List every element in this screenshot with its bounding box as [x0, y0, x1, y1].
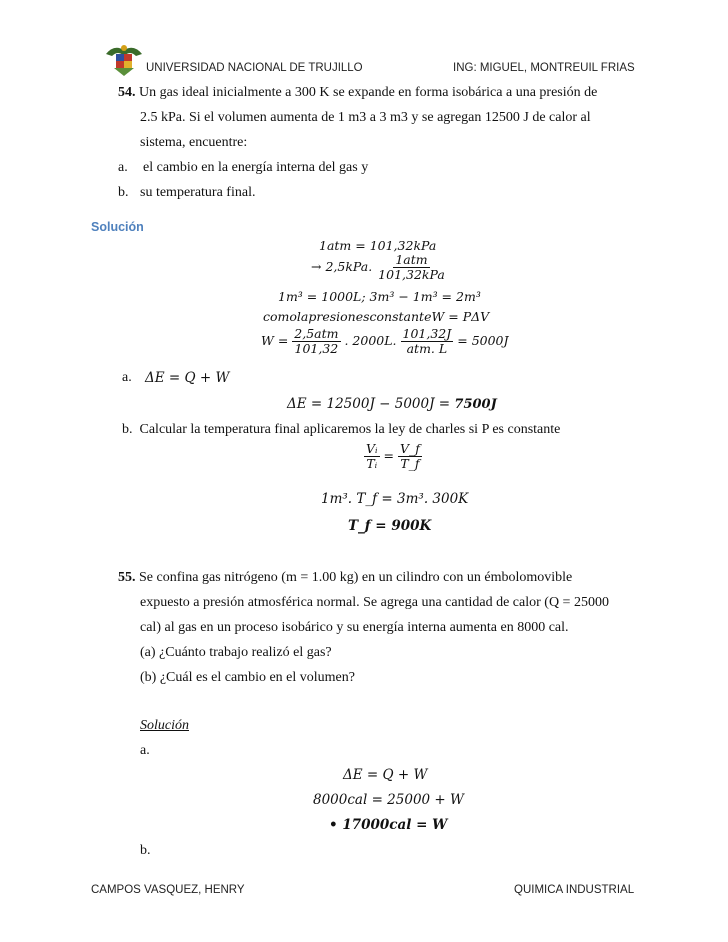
- eq-work-frac1: [292, 327, 340, 356]
- university-logo: [104, 42, 144, 78]
- problem-54-number: 54.: [118, 85, 136, 100]
- eq-charles: [364, 442, 422, 471]
- problem-54-b-label: b.: [118, 185, 129, 200]
- eq-work-num1: 2,5atm: [294, 326, 339, 341]
- eq-work-def: comolapresionesconstanteW = PΔV: [263, 309, 490, 324]
- eq-work-num2: 101,32J: [402, 326, 452, 341]
- problem-55-number: 55.: [118, 570, 136, 585]
- eq-tf-result: T_f = 900K: [348, 518, 432, 534]
- problem-54-b-text: su temperatura final.: [140, 185, 256, 200]
- problem-54-text1: Un gas ideal inicialmente a 300 K se expande en forma isobárica a una presión de: [139, 85, 598, 100]
- solution-55-a-label: a.: [140, 743, 150, 758]
- charles-num1: Vᵢ: [366, 441, 378, 456]
- eq55-result: • 17000cal = W: [329, 817, 448, 833]
- problem-54-a-text: el cambio en la energía interna del gas y: [143, 160, 369, 175]
- eq-work-post: = 5000J: [457, 333, 509, 348]
- solution-b-text: Calcular la temperatura final aplicaremos la ley de charles si P es constante: [139, 422, 561, 437]
- problem-54-a-label: a.: [118, 160, 128, 175]
- solution-b-line: [122, 422, 560, 438]
- header-university: UNIVERSIDAD NACIONAL DE TRUJILLO: [146, 62, 363, 74]
- solution-b-label: b.: [122, 422, 133, 437]
- charles-den1: Tᵢ: [366, 456, 378, 471]
- eq-conversion-pre: → 2,5kPa.: [311, 259, 373, 274]
- eq55-substitution: 8000cal = 25000 + W: [313, 792, 464, 808]
- solution-a-eq: ΔE = Q + W: [145, 370, 230, 386]
- eq-atm-kpa: 1atm = 101,32kPa: [319, 238, 437, 253]
- eq-tf: 1m³. T_f = 3m³. 300K: [321, 491, 469, 507]
- footer-author: CAMPOS VASQUEZ, HENRY: [91, 884, 245, 896]
- solution-a-result: [287, 396, 497, 412]
- eq-work-frac2: [401, 327, 454, 356]
- solution-title-54: Solución: [91, 220, 144, 234]
- solution-a-result-bold: 7500J: [454, 397, 497, 412]
- eq-work-pre: W =: [261, 333, 289, 348]
- problem-54-line2: 2.5 kPa. Si el volumen aumenta de 1 m3 a 3 m3 y se agregan 12500 J de calor al: [140, 110, 591, 125]
- problem-54-line3: sistema, encuentre:: [140, 135, 248, 150]
- charles-den2: T_f: [400, 456, 420, 471]
- solution-a-result-text: ΔE = 12500J − 5000J =: [287, 396, 455, 412]
- eq-work-mid: . 2000L.: [344, 333, 397, 348]
- eq-work-den1: 101,32: [294, 341, 339, 356]
- eq-work-den2: atm. L: [406, 341, 448, 356]
- header-instructor: ING: MIGUEL, MONTREUIL FRIAS: [453, 62, 635, 74]
- solution-a-label: a.: [122, 370, 132, 385]
- charles-frac2: [398, 442, 422, 471]
- solution-55-b-label: b.: [140, 843, 151, 858]
- problem-54-line1: [118, 85, 597, 101]
- eq55-energy: ΔE = Q + W: [343, 767, 428, 783]
- charles-num2: V_f: [400, 441, 420, 456]
- eq-conversion-fraction: [376, 253, 447, 282]
- charles-frac1: [364, 442, 380, 471]
- problem-55-line1: [118, 570, 572, 586]
- eq-volume: 1m³ = 1000L; 3m³ − 1m³ = 2m³: [278, 289, 481, 304]
- solution-title-55: Solución: [140, 718, 189, 733]
- problem-55-text1: Se confina gas nitrógeno (m = 1.00 kg) en un cilindro con un émbolomovible: [139, 570, 573, 585]
- problem-55-qb: (b) ¿Cuál es el cambio en el volumen?: [140, 670, 355, 685]
- eq-conversion-num: 1atm: [395, 252, 428, 267]
- footer-course: QUIMICA INDUSTRIAL: [514, 884, 635, 896]
- eq-conversion-den: 101,32kPa: [378, 267, 445, 282]
- problem-55-line2: expuesto a presión atmosférica normal. Se agrega una cantidad de calor (Q = 25000: [140, 595, 609, 610]
- eq-conversion: [311, 253, 447, 282]
- eq-work-calc: [261, 327, 509, 356]
- problem-55-qa: (a) ¿Cuánto trabajo realizó el gas?: [140, 645, 332, 660]
- problem-55-line3: cal) al gas en un proceso isobárico y su energía interna aumenta en 8000 cal.: [140, 620, 569, 635]
- charles-eq: =: [383, 448, 395, 463]
